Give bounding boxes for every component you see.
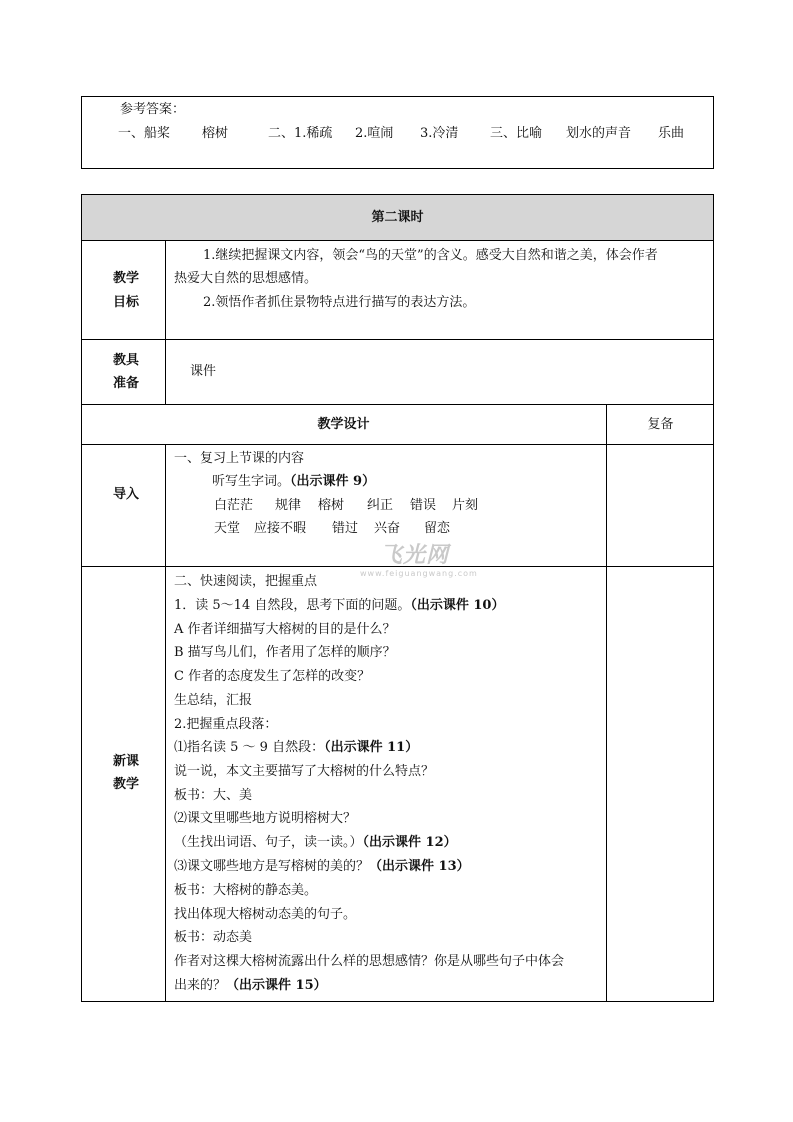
lesson-heading: 第二课时 xyxy=(81,194,714,241)
newlesson-ref: （出示课件 11） xyxy=(324,740,419,755)
newlesson-line: 板书：大榕树的静态美。 xyxy=(174,883,318,898)
answer-item: 乐曲 xyxy=(658,126,685,141)
review-header: 复备 xyxy=(647,416,674,432)
intro-label: 导入 xyxy=(113,487,140,502)
tools-label-2: 准备 xyxy=(113,376,140,391)
answer-item: 划水的声音 xyxy=(566,126,632,141)
tools-label-1: 教具 xyxy=(113,353,140,368)
answer-item: 3.冷清 xyxy=(420,126,459,141)
newlesson-line: C 作者的态度发生了怎样的改变？ xyxy=(174,669,371,684)
goals-line1b: 热爱大自然的思想感情。 xyxy=(174,271,318,286)
intro-line2 xyxy=(212,473,375,491)
col-divider xyxy=(606,404,607,1002)
newlesson-line: 二、快速阅读，把握重点 xyxy=(174,574,318,589)
answer-item: 榕树 xyxy=(202,126,229,141)
newlesson-ref: （出示课件 12） xyxy=(362,835,457,850)
newlesson-line xyxy=(174,597,504,615)
vocab-word: 错过 xyxy=(332,521,359,536)
newlesson-label-1: 新课 xyxy=(113,754,140,769)
newlesson-line: 2.把握重点段落： xyxy=(174,717,278,732)
newlesson-ref: （出示课件 15） xyxy=(226,978,327,993)
newlesson-line: A 作者详细描写大榕树的目的是什么？ xyxy=(174,622,396,637)
newlesson-text: （生找出词语、句子，读一读。） xyxy=(174,835,363,850)
vocab-word: 留恋 xyxy=(424,521,451,536)
newlesson-text: ⑶课文哪些地方是写榕树的美的？ xyxy=(174,859,370,874)
newlesson-text: 出来的？ xyxy=(174,978,227,993)
answer-item: 一、船桨 xyxy=(118,126,171,141)
goals-label-2: 目标 xyxy=(113,295,140,310)
row-divider xyxy=(81,444,714,445)
newlesson-line: B 描写鸟儿们，作者用了怎样的顺序？ xyxy=(174,645,396,660)
answer-item: 二、1.稀疏 xyxy=(268,126,333,141)
vocab-word: 规律 xyxy=(275,498,302,513)
answer-item: 三、比喻 xyxy=(490,126,543,141)
watermark-logo: 飞光网 xyxy=(380,543,450,568)
newlesson-line xyxy=(174,977,327,995)
newlesson-ref: （出示课件 13） xyxy=(369,859,470,874)
intro-line2-text: 听写生字词。 xyxy=(212,474,291,489)
answer-title: 参考答案： xyxy=(120,102,186,117)
tools-value: 课件 xyxy=(190,364,217,379)
vocab-word: 白茫茫 xyxy=(214,498,254,513)
vocab-word: 天堂 xyxy=(214,521,241,536)
answer-item: 2.喧闹 xyxy=(355,126,394,141)
newlesson-text: ⑴指名读 5 ～ 9 自然段： xyxy=(174,740,325,755)
newlesson-line xyxy=(174,858,470,876)
newlesson-text: 1．读 5～14 自然段，思考下面的问题。 xyxy=(174,598,411,613)
newlesson-line: 生总结，汇报 xyxy=(174,693,253,708)
row-divider xyxy=(81,240,714,241)
newlesson-line: 板书：动态美 xyxy=(174,930,253,945)
vocab-word: 兴奋 xyxy=(374,521,401,536)
newlesson-line: 板书：大、美 xyxy=(174,788,253,803)
watermark-url: www.feiguangwang.com xyxy=(360,569,478,578)
goals-label-1: 教学 xyxy=(113,271,140,286)
newlesson-line: 找出体现大榕树动态美的句子。 xyxy=(174,907,357,922)
row-divider xyxy=(81,339,714,340)
goals-line2: 2.领悟作者抓住景物特点进行描写的表达方法。 xyxy=(203,295,476,310)
newlesson-label-2: 教学 xyxy=(113,777,140,792)
newlesson-line: 作者对这棵大榕树流露出什么样的思想感情？你是从哪些句子中体会 xyxy=(174,954,565,969)
newlesson-line: 说一说，本文主要描写了大榕树的什么特点？ xyxy=(174,764,435,779)
col-divider xyxy=(165,240,166,404)
newlesson-line: ⑵课文里哪些地方说明榕树大？ xyxy=(174,811,357,826)
vocab-word: 榕树 xyxy=(318,498,345,513)
col-divider xyxy=(165,444,166,1002)
vocab-word: 应接不暇 xyxy=(254,521,307,536)
vocab-word: 片刻 xyxy=(452,498,479,513)
intro-line2-ref: （出示课件 9） xyxy=(290,474,376,489)
newlesson-ref: （出示课件 10） xyxy=(410,598,505,613)
newlesson-line xyxy=(174,739,418,757)
goals-line1: 1.继续把握课文内容，领会“鸟的天堂”的含义。感受大自然和谐之美，体会作者 xyxy=(203,248,658,263)
design-header: 教学设计 xyxy=(317,416,370,432)
intro-line1: 一、复习上节课的内容 xyxy=(174,451,305,466)
vocab-word: 错误 xyxy=(410,498,437,513)
vocab-word: 纠正 xyxy=(367,498,394,513)
newlesson-line xyxy=(174,834,457,852)
